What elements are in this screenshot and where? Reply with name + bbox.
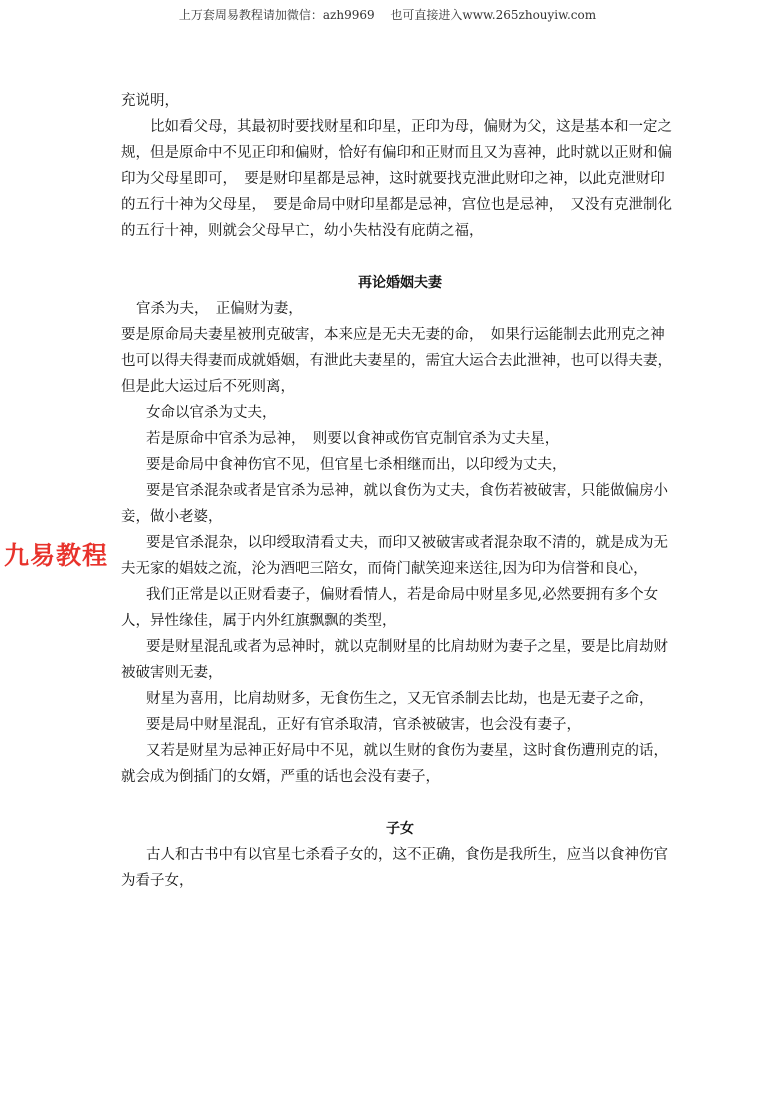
watermark-logo: 九易教程 [4,541,109,570]
paragraph: 古人和古书中有以官星七杀看子女的，这不正确，食伤是我所生，应当以食神伤官为看子女， [121,847,668,889]
section-heading: 子女 [386,821,414,837]
paragraph: 充说明， [121,93,179,109]
paragraph: 官杀为夫， 正偏财为妻， [136,301,303,317]
paragraph: 女命以官杀为丈夫， [146,405,277,421]
paragraph: 财星为喜用，比肩劫财多，无食伤生之，又无官杀制去比劫，也是无妻子之命， [146,691,654,707]
paragraph: 又若是财星为忌神正好局中不见，就以生财的食伤为妻星，这时食伤遭刑克的话，就会成为倒插门的女婿，严重的话也会没有妻子， [121,743,668,785]
paragraph: 要是官杀混杂，以印绶取清看丈夫，而印又被破害或者混杂取不清的，就是成为无夫无家的娼妓之流，沦为酒吧三陪女，而倚门献笑迎来送往,因为印为信誉和良心， [121,535,668,577]
page-header: 上万套周易教程请加微信：azh9969 也可直接进入www.265zhouyiw.com [178,8,597,22]
paragraph: 要是命局中食神伤官不见，但官星七杀相继而出，以印绶为丈夫， [146,457,567,473]
paragraph: 要是官杀混杂或者是官杀为忌神，就以食伤为丈夫，食伤若被破害，只能做偏房小妾，做小老婆， [121,483,668,525]
paragraph: 要是原命局夫妻星被刑克破害，本来应是无夫无妻的命， 如果行运能制去此刑克之神也可以得夫得妻而成就婚姻，有泄此夫妻星的，需宜大运合去此泄神，也可以得夫妻，但是此大运过后不死则离， [121,327,672,395]
paragraph: 要是财星混乱或者为忌神时，就以克制财星的比肩劫财为妻子之星，要是比肩劫财被破害则无妻， [121,639,668,681]
paragraph: 若是原命中官杀为忌神， 则要以食神或伤官克制官杀为丈夫星， [146,431,560,447]
paragraph: 我们正常是以正财看妻子，偏财看情人，若是命局中财星多见,必然要拥有多个女人，异性缘佳，属于内外红旗飘飘的类型， [121,587,659,629]
section-heading: 再论婚姻夫妻 [358,275,442,291]
document-body [121,88,679,894]
paragraph: 比如看父母，其最初时要找财星和印星，正印为母，偏财为父，这是基本和一定之规，但是原命中不见正印和偏财，恰好有偏印和正财而且又为喜神，此时就以正财和偏印为父母星即可， 要是财印星都是忌神，这时就要找克泄此财印之神，以此克泄财印的五行十神为父母星， 要是命局中财印星都是忌神，宫位也是忌神， 又没有克泄制化的五行十神，则就会父母早亡，幼小失枯没有庇荫之福， [121,119,672,239]
paragraph: 要是局中财星混乱，正好有官杀取清，官杀被破害，也会没有妻子， [146,717,581,733]
